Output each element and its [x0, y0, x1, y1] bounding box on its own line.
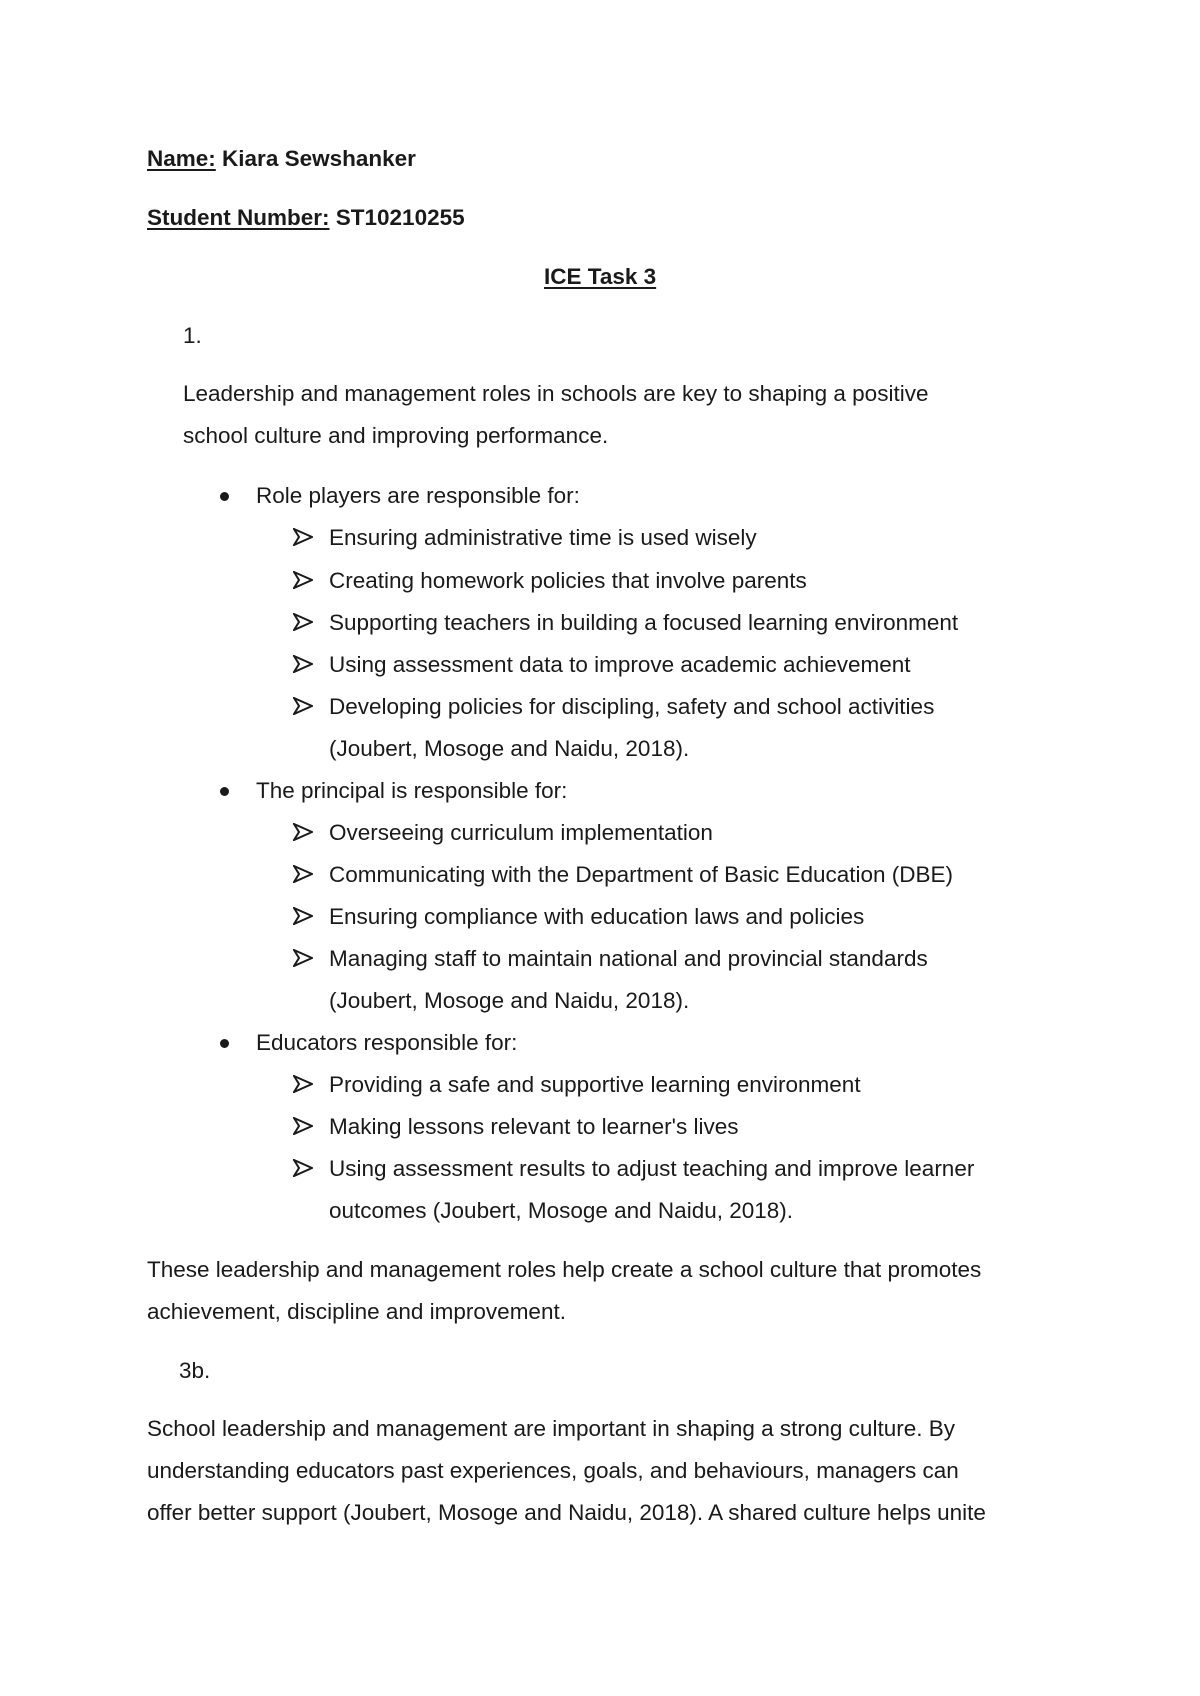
arrow-bullet-icon [293, 823, 313, 841]
list-item: Managing staff to maintain national and provincial standards [329, 946, 928, 971]
section-1-intro-line-2: school culture and improving performance. [183, 423, 609, 448]
list-item: Supporting teachers in building a focused learning environment [329, 610, 959, 635]
section-3b-line-3: offer better support (Joubert, Mosoge and Naidu, 2018). A shared culture helps unite [147, 1500, 986, 1525]
group-heading: The principal is responsible for: [256, 778, 568, 803]
citation: outcomes (Joubert, Mosoge and Naidu, 2018). [329, 1198, 794, 1223]
list-item: Creating homework policies that involve parents [329, 568, 807, 593]
name-line [147, 145, 416, 173]
list-item: Providing a safe and supportive learning environment [329, 1072, 861, 1097]
arrow-bullet-icon [293, 1075, 313, 1093]
list-item: Ensuring compliance with education laws and policies [329, 904, 865, 929]
arrow-bullet-icon [293, 697, 313, 715]
bullet-icon [220, 492, 229, 501]
list-item: Using assessment data to improve academic achievement [329, 652, 911, 677]
arrow-bullet-icon [293, 571, 313, 589]
section-1-intro-line-1: Leadership and management roles in schools are key to shaping a positive [183, 381, 929, 406]
group-heading: Educators responsible for: [256, 1030, 518, 1055]
citation: (Joubert, Mosoge and Naidu, 2018). [329, 736, 690, 761]
arrow-bullet-icon [293, 1117, 313, 1135]
section-3b-line-2: understanding educators past experiences, goals, and behaviours, managers can [147, 1458, 959, 1483]
student-number-value: ST10210255 [335, 205, 465, 230]
list-item: Communicating with the Department of Basic Education (DBE) [329, 862, 954, 887]
name-value: Kiara Sewshanker [222, 146, 416, 171]
arrow-bullet-icon [293, 528, 313, 546]
section-1-number: 1. [183, 323, 202, 348]
student-number-label: Student Number: [147, 205, 330, 230]
name-label: Name: [147, 146, 216, 171]
arrow-bullet-icon [293, 907, 313, 925]
conclusion-line-1: These leadership and management roles help create a school culture that promotes [147, 1257, 982, 1282]
arrow-bullet-icon [293, 1159, 313, 1177]
list-item: Overseeing curriculum implementation [329, 820, 713, 845]
list-item: Making lessons relevant to learner's lives [329, 1114, 739, 1139]
arrow-bullet-icon [293, 655, 313, 673]
page-title: ICE Task 3 [544, 264, 657, 289]
section-3b-number: 3b. [179, 1358, 211, 1383]
arrow-bullet-icon [293, 949, 313, 967]
arrow-bullet-icon [293, 613, 313, 631]
group-heading: Role players are responsible for: [256, 483, 580, 508]
arrow-bullet-icon [293, 865, 313, 883]
bullet-icon [220, 787, 229, 796]
section-3b-line-1: School leadership and management are important in shaping a strong culture. By [147, 1416, 955, 1441]
citation: (Joubert, Mosoge and Naidu, 2018). [329, 988, 690, 1013]
bullet-icon [220, 1039, 229, 1048]
student-number-line [147, 204, 465, 232]
list-item: Developing policies for discipling, safety and school activities [329, 694, 935, 719]
list-item: Using assessment results to adjust teaching and improve learner [329, 1156, 975, 1181]
list-item: Ensuring administrative time is used wisely [329, 525, 757, 550]
conclusion-line-2: achievement, discipline and improvement. [147, 1299, 566, 1324]
